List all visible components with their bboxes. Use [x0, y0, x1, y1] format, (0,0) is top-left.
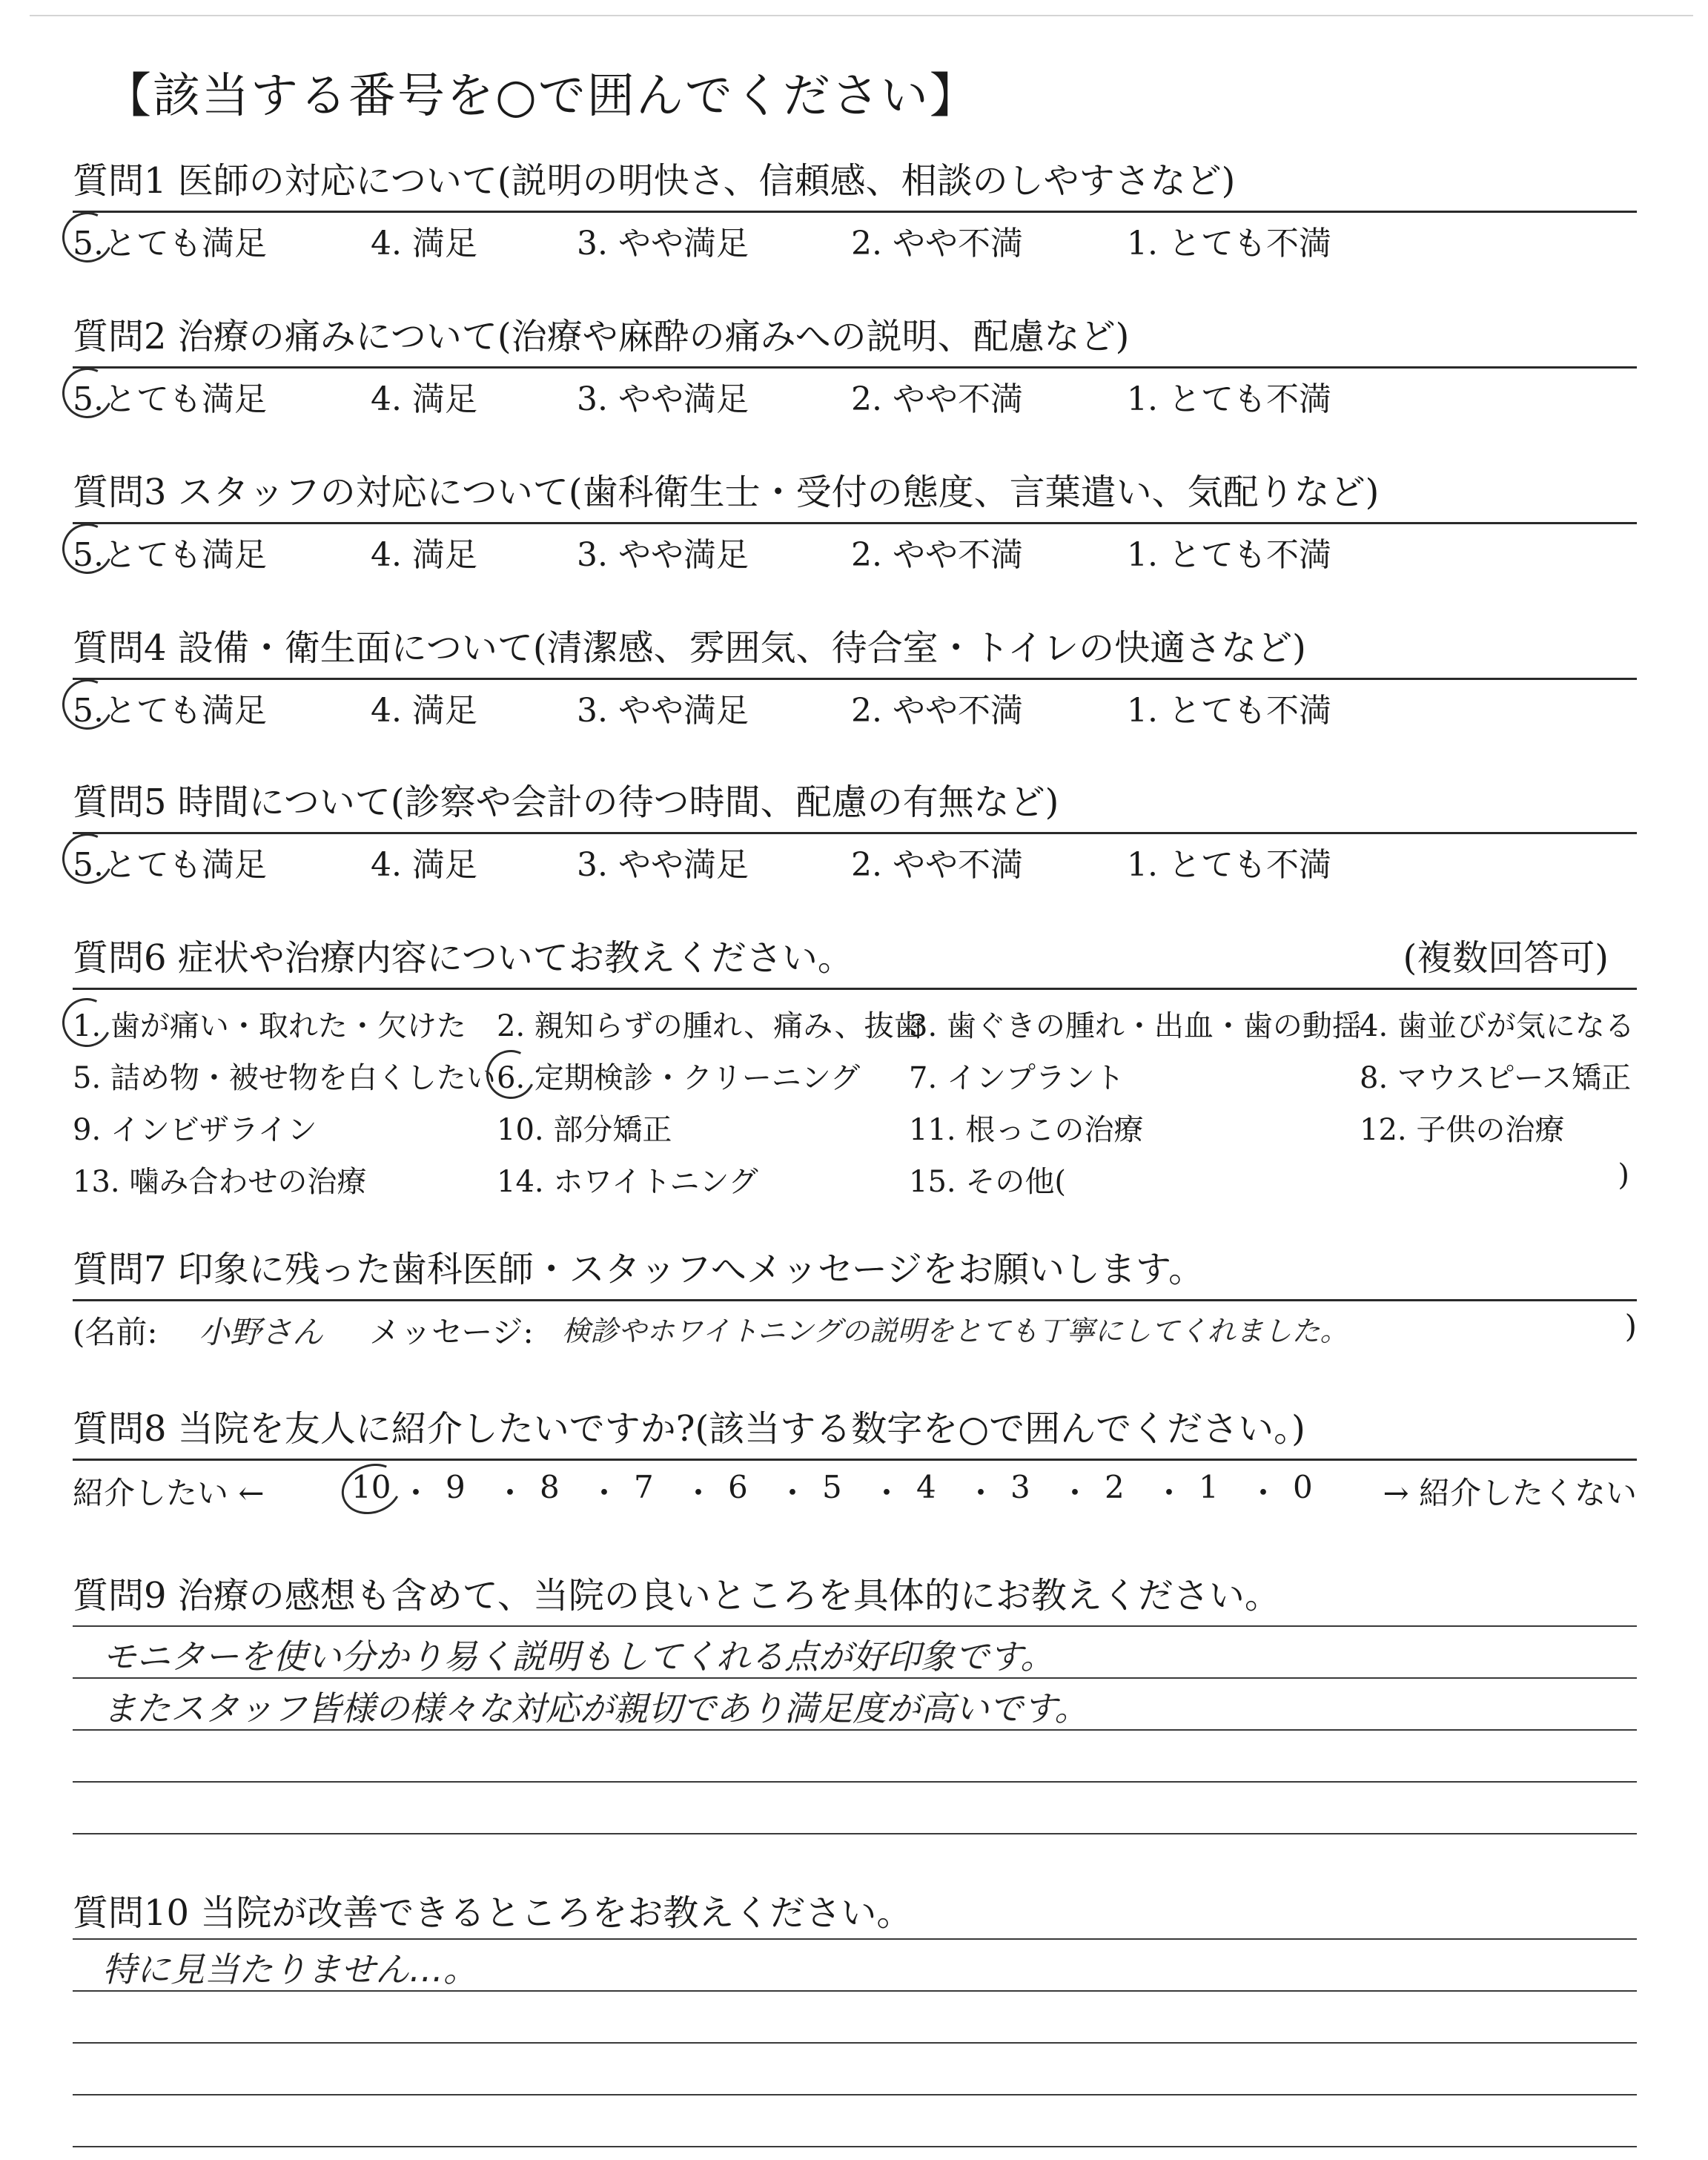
rating-options — [73, 528, 1637, 574]
scale-separator: ・ — [494, 1475, 526, 1511]
rating-options — [73, 372, 1637, 418]
scale-value[interactable]: 4 — [916, 1469, 936, 1505]
rating-option[interactable]: 1. とても不満 — [1127, 225, 1331, 262]
scale-separator: ・ — [777, 1475, 809, 1511]
question-1-rule — [73, 211, 1637, 213]
writing-line — [73, 1833, 1637, 1834]
q6-option[interactable]: 6. 定期検診・クリーニング — [497, 1061, 861, 1095]
rating-option[interactable]: 1. とても不満 — [1127, 846, 1331, 884]
scale-value[interactable]: 6 — [728, 1469, 748, 1505]
question-6-label: 質問6 症状や治療内容についてお教えください。 — [73, 937, 853, 979]
rating-option[interactable]: 5.とても満足 — [73, 225, 267, 262]
handwritten-answer: 特に見当たりません…。 — [102, 1949, 477, 1989]
rating-option[interactable]: 1. とても不満 — [1127, 536, 1331, 574]
q6-option[interactable]: 12. 子供の治療 — [1360, 1113, 1565, 1147]
rating-option[interactable]: 2. やや不満 — [851, 846, 1023, 884]
q6-option[interactable]: 1. 歯が痛い・取れた・欠けた — [73, 1009, 466, 1043]
scale-value[interactable]: 7 — [634, 1469, 654, 1505]
question-10-label: 質問10 当院が改善できるところをお教えください。 — [73, 1892, 913, 1934]
writing-line — [73, 2094, 1637, 2095]
rating-option[interactable]: 4. 満足 — [371, 536, 477, 574]
rating-option[interactable]: 2. やや不満 — [851, 380, 1023, 418]
question-1-label: 質問1 医師の対応について(説明の明快さ、信頼感、相談のしやすさなど) — [73, 160, 1236, 202]
page-title: 【該当する番号を○で囲んでください】 — [104, 69, 979, 124]
writing-line — [73, 1781, 1637, 1783]
scale-left-label: 紹介したい ← — [73, 1475, 265, 1511]
question-2-label: 質問2 治療の痛みについて(治療や麻酔の痛みへの説明、配慮など) — [73, 316, 1130, 357]
scale-separator: ・ — [871, 1475, 903, 1511]
q6-option[interactable]: 3. 歯ぐきの腫れ・出血・歯の動揺 — [909, 1009, 1362, 1043]
top-border — [30, 15, 1693, 16]
question-9 — [73, 1572, 1637, 1728]
question-3 — [73, 469, 1637, 574]
rating-options — [73, 838, 1637, 884]
question-4-rule — [73, 678, 1637, 680]
q6-option[interactable]: 9. インビザライン — [73, 1113, 317, 1147]
rating-option[interactable]: 5.とても満足 — [73, 692, 267, 730]
question-2 — [73, 313, 1637, 418]
writing-line — [73, 2042, 1637, 2044]
scale-separator: ・ — [965, 1475, 997, 1511]
question-3-rule — [73, 522, 1637, 524]
name-value[interactable]: 小野さん — [199, 1314, 324, 1350]
question-4 — [73, 624, 1637, 730]
q6-option[interactable]: 8. マウスピース矯正 — [1360, 1061, 1632, 1095]
question-7 — [73, 1246, 1637, 1350]
rating-option[interactable]: 5.とても満足 — [73, 846, 267, 884]
message-label: メッセージ: — [369, 1314, 534, 1350]
scale-separator: ・ — [1059, 1475, 1091, 1511]
multiple-answer-note: (複数回答可) — [1403, 937, 1609, 979]
scale-value[interactable]: 10 — [351, 1469, 391, 1505]
question-5-rule — [73, 832, 1637, 834]
question-8-rule — [73, 1459, 1637, 1461]
q6-option[interactable]: 10. 部分矯正 — [497, 1113, 672, 1147]
rating-option[interactable]: 3. やや満足 — [577, 846, 749, 884]
name-label: (名前: — [73, 1314, 158, 1350]
rating-option[interactable]: 3. やや満足 — [577, 225, 749, 262]
question-8 — [73, 1405, 1637, 1511]
rating-option[interactable]: 2. やや不満 — [851, 692, 1023, 730]
rating-option[interactable]: 5.とても満足 — [73, 380, 267, 418]
message-close-paren: ) — [1624, 1308, 1637, 1344]
scale-value[interactable]: 0 — [1293, 1469, 1313, 1505]
q6-option[interactable]: 11. 根っこの治療 — [909, 1113, 1144, 1147]
question-1 — [73, 157, 1637, 262]
rating-option[interactable]: 4. 満足 — [371, 692, 477, 730]
rating-option[interactable]: 3. やや満足 — [577, 380, 749, 418]
rating-option[interactable]: 3. やや満足 — [577, 692, 749, 730]
handwritten-answer: またスタッフ皆様の様々な対応が親切であり満足度が高いです。 — [102, 1688, 1089, 1728]
scale-value[interactable]: 5 — [822, 1469, 842, 1505]
q6-option: ) — [1618, 1158, 1629, 1192]
rating-option[interactable]: 2. やや不満 — [851, 225, 1023, 262]
q6-option[interactable]: 5. 詰め物・被せ物を白くしたい — [73, 1061, 496, 1095]
scale-value[interactable]: 2 — [1105, 1469, 1125, 1505]
selection-circle — [334, 1456, 408, 1522]
question-4-label: 質問4 設備・衛生面について(清潔感、雰囲気、待合室・トイレの快適さなど) — [73, 627, 1306, 669]
rating-option[interactable]: 5.とても満足 — [73, 536, 267, 574]
question-10 — [73, 1889, 1637, 1989]
rating-options — [73, 217, 1637, 262]
handwritten-answer: モニターを使い分かり易く説明もしてくれる点が好印象です。 — [102, 1636, 1055, 1677]
rating-option[interactable]: 3. やや満足 — [577, 536, 749, 574]
scale-separator: ・ — [683, 1475, 715, 1511]
question-7-rule — [73, 1299, 1637, 1301]
scale-separator: ・ — [1153, 1475, 1185, 1511]
rating-option[interactable]: 2. やや不満 — [851, 536, 1023, 574]
scale-separator: ・ — [589, 1475, 620, 1511]
q6-option[interactable]: 13. 噛み合わせの治療 — [73, 1165, 367, 1199]
question-6 — [73, 934, 1637, 1199]
question-5 — [73, 779, 1637, 884]
rating-options — [73, 684, 1637, 730]
scale-value[interactable]: 1 — [1199, 1469, 1219, 1505]
question-9-label: 質問9 治療の感想も含めて、当院の良いところを具体的にお教えください。 — [73, 1575, 1280, 1616]
question-5-label: 質問5 時間について(診察や会計の待つ時間、配慮の有無など) — [73, 782, 1059, 823]
q6-option[interactable]: 7. インプラント — [909, 1061, 1125, 1095]
rating-option[interactable]: 4. 満足 — [371, 846, 477, 884]
q6-option[interactable]: 4. 歯並びが気になる — [1360, 1009, 1635, 1043]
rating-option[interactable]: 1. とても不満 — [1127, 380, 1331, 418]
q6-option[interactable]: 15. その他( — [909, 1165, 1066, 1199]
scale-value[interactable]: 9 — [446, 1469, 466, 1505]
writing-line — [73, 1677, 1637, 1679]
writing-line — [73, 1625, 1637, 1627]
scale-value[interactable]: 3 — [1010, 1469, 1030, 1505]
rating-option[interactable]: 1. とても不満 — [1127, 692, 1331, 730]
scale-right-label: → 紹介したくない — [1383, 1475, 1637, 1511]
question-2-rule — [73, 366, 1637, 369]
q6-option[interactable]: 14. ホワイトニング — [497, 1165, 758, 1199]
referral-scale — [73, 1469, 1637, 1513]
scale-separator: ・ — [400, 1475, 432, 1511]
scale-separator: ・ — [1248, 1475, 1280, 1511]
question-8-label: 質問8 当院を友人に紹介したいですか?(該当する数字を○で囲んでください。) — [73, 1408, 1305, 1450]
question-7-label: 質問7 印象に残った歯科医師・スタッフへメッセージをお願いします。 — [73, 1249, 1205, 1290]
rating-option[interactable]: 4. 満足 — [371, 225, 477, 262]
question-3-label: 質問3 スタッフの対応について(歯科衛生士・受付の態度、言葉遣い、気配りなど) — [73, 472, 1380, 513]
writing-line — [73, 1729, 1637, 1731]
rating-option[interactable]: 4. 満足 — [371, 380, 477, 418]
writing-line — [73, 2146, 1637, 2147]
scale-value[interactable]: 8 — [540, 1469, 560, 1505]
writing-line — [73, 1990, 1637, 1992]
writing-line — [73, 1938, 1637, 1940]
message-value[interactable]: 検診やホワイトニングの説明をとても丁寧にしてくれました。 — [562, 1315, 1348, 1347]
question-6-rule — [73, 988, 1637, 990]
q6-option[interactable]: 2. 親知らずの腫れ、痛み、抜歯 — [497, 1009, 924, 1043]
